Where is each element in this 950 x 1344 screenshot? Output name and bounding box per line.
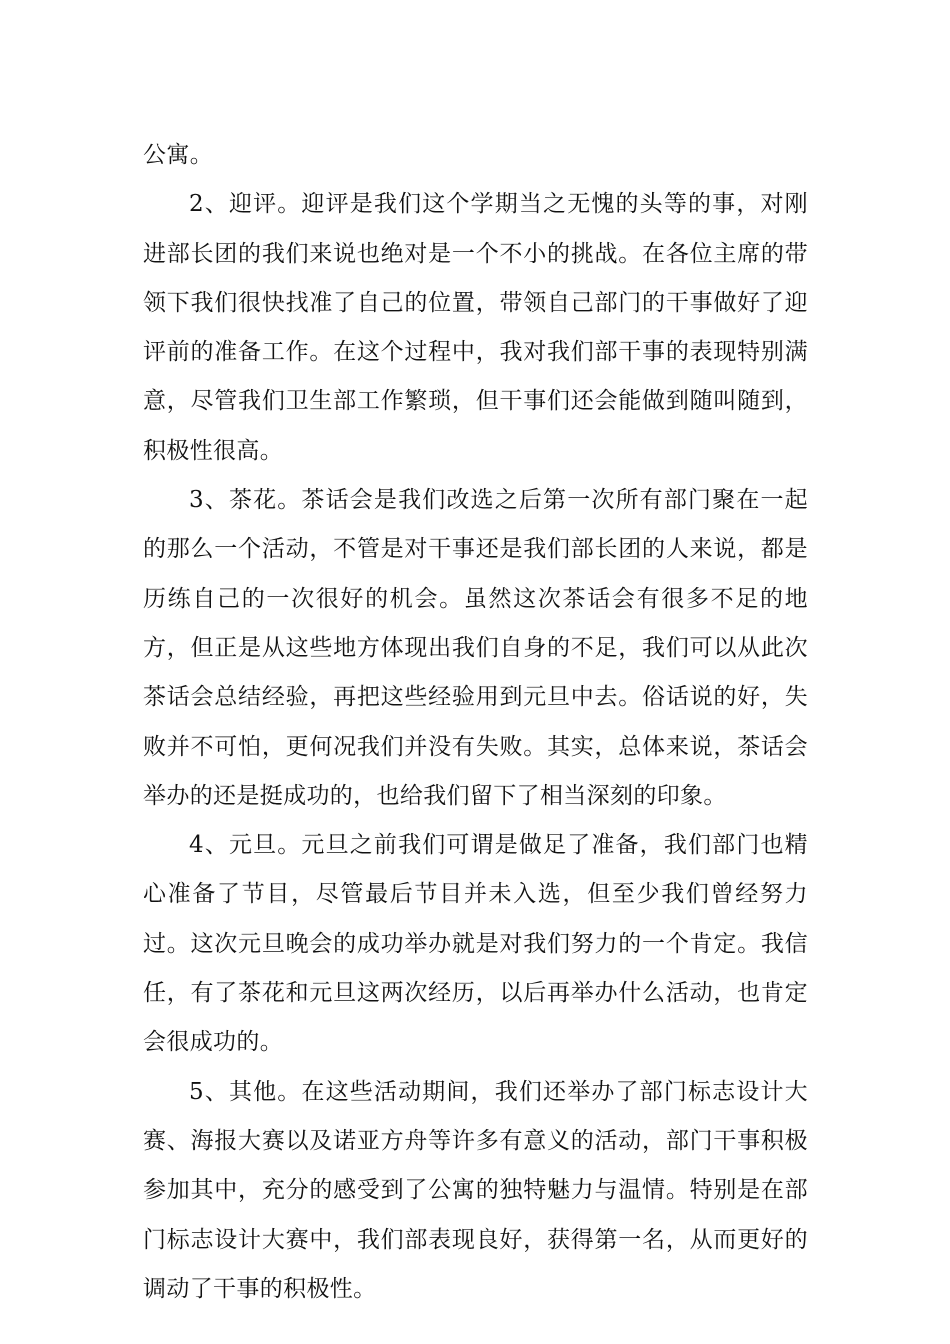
paragraph-continuation: 公寓。 [143, 142, 214, 168]
paragraph-tea-party: 3、茶花。茶话会是我们改选之后第一次所有部门聚在一起的那么一个活动，不管是对干事还是我们部长团的人来说，都是历练自己的一次很好的机会。虽然这次茶话会有很多不足的地方，但正是从这些地方体现出我们自身的不足，我们可以从此次茶话会总结经验，再把这些经验用到元旦中去。俗话说的好，失败并不可怕，更何况我们并没有失败。其实，总体来说，茶话会举办的还是挺成功的，也给我们留下了相当深刻的印象。 [143, 487, 808, 809]
document-body [143, 131, 808, 1314]
paragraph-other-activities: 5、其他。在这些活动期间，我们还举办了部门标志设计大赛、海报大赛以及诺亚方舟等许多有意义的活动，部门干事积极参加其中，充分的感受到了公寓的独特魅力与温情。特别是在部门标志设计大赛中，我们部表现良好，获得第一名，从而更好的调动了干事的积极性。 [143, 1078, 808, 1302]
paragraph-new-year: 4、元旦。元旦之前我们可谓是做足了准备，我们部门也精心准备了节目，尽管最后节目并未入选，但至少我们曾经努力过。这次元旦晚会的成功举办就是对我们努力的一个肯定。我信任，有了茶花和元旦这两次经历，以后再举办什么活动，也肯定会很成功的。 [143, 832, 808, 1056]
paragraph-welcome-evaluation: 2、迎评。迎评是我们这个学期当之无愧的头等的事，对刚进部长团的我们来说也绝对是一个不小的挑战。在各位主席的带领下我们很快找准了自己的位置，带领自己部门的干事做好了迎评前的准备工作。在这个过程中，我对我们部干事的表现特别满意，尽管我们卫生部工作繁琐，但干事们还会能做到随叫随到，积极性很高。 [143, 191, 808, 464]
